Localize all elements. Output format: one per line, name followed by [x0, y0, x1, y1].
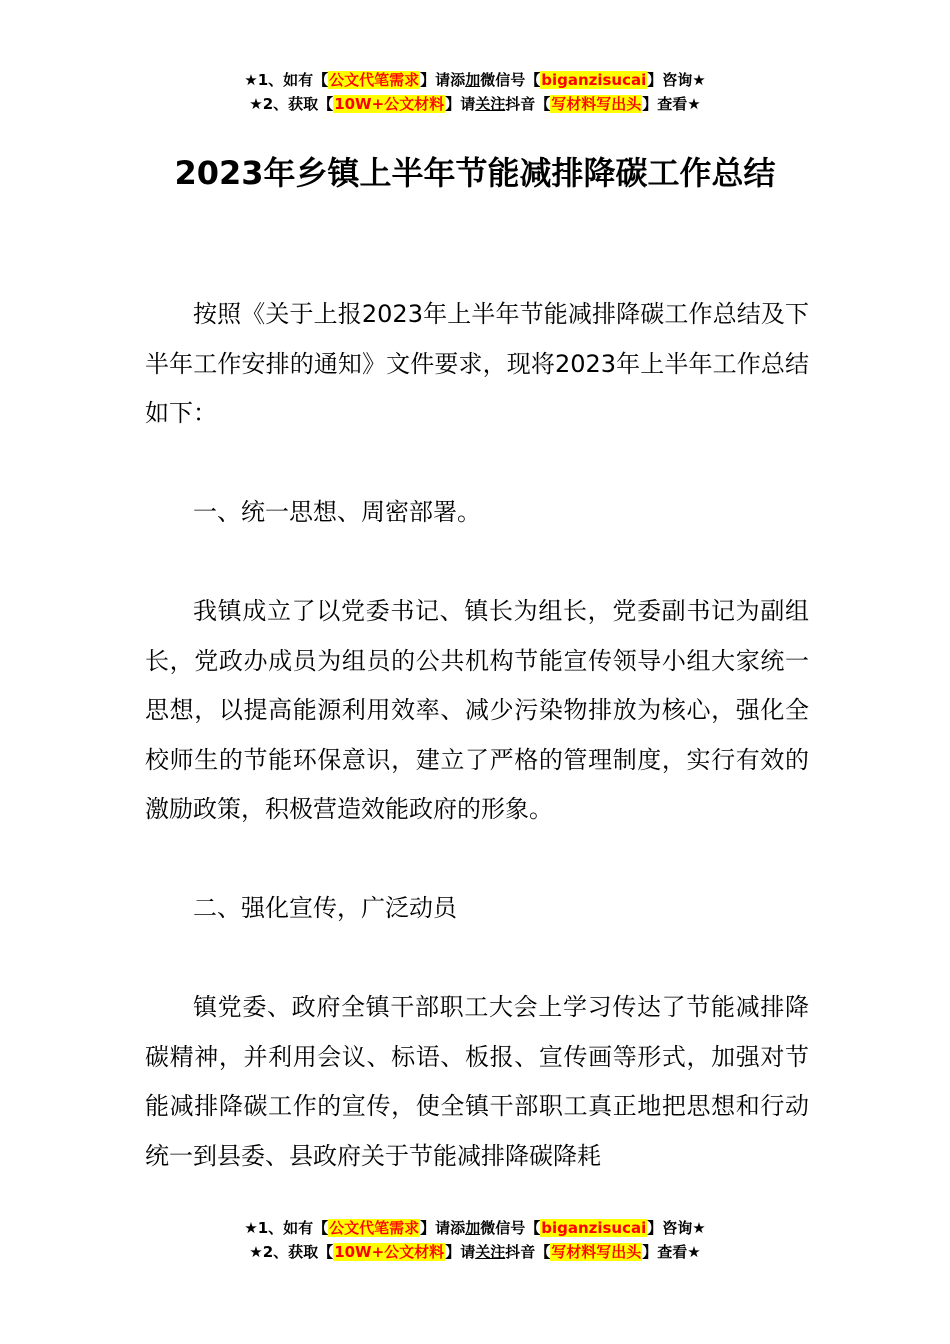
promo-text: 微信号【	[480, 71, 541, 89]
promo-emphasis: 关注	[475, 1243, 506, 1261]
body-paragraph: 我镇成立了以党委书记、镇长为组长，党委副书记为副组长，党政办成员为组员的公共机构节能宣传领导小组大家统一思想，以提高能源利用效率、减少污染物排放为核心，强化全校师生的节能环保意识，建立了严格的管理制度，实行有效的激励政策，积极营造效能政府的形象。	[145, 597, 809, 823]
document-body	[145, 290, 809, 1181]
promo-text: 】查看★	[642, 95, 701, 113]
promo-highlight: 10W+公文材料	[334, 95, 445, 113]
promo-line-2	[0, 92, 950, 116]
promo-line-1	[0, 1216, 950, 1240]
promo-line-1	[0, 68, 950, 92]
header-promo-banner	[0, 68, 950, 116]
document-title: 2023年乡镇上半年节能减排降碳工作总结	[174, 154, 776, 192]
promo-emphasis: 加	[465, 71, 481, 89]
footer-promo-banner	[0, 1216, 950, 1264]
promo-text: 】咨询★	[647, 71, 706, 89]
promo-text: ★1、如有【	[244, 1219, 329, 1237]
promo-text: 】查看★	[642, 1243, 701, 1261]
promo-text: 】请添	[420, 71, 466, 89]
promo-highlight: 公文代笔需求	[329, 1219, 420, 1237]
promo-text: 】咨询★	[647, 1219, 706, 1237]
promo-emphasis: 关注	[475, 95, 506, 113]
promo-line-2	[0, 1240, 950, 1264]
promo-text: 抖音【	[505, 1243, 551, 1261]
promo-text: 微信号【	[480, 1219, 541, 1237]
promo-text: ★2、获取【	[249, 1243, 334, 1261]
promo-highlight-wechat-id: biganzisucai	[541, 71, 647, 89]
promo-highlight: 10W+公文材料	[334, 1243, 445, 1261]
section-heading: 二、强化宣传，广泛动员	[193, 894, 457, 922]
promo-emphasis: 加	[465, 1219, 481, 1237]
section-heading: 一、统一思想、周密部署。	[193, 498, 481, 526]
promo-text: 】请	[445, 1243, 476, 1261]
promo-text: 】请	[445, 95, 476, 113]
promo-text: 抖音【	[505, 95, 551, 113]
promo-text: 】请添	[420, 1219, 466, 1237]
promo-highlight: 公文代笔需求	[329, 71, 420, 89]
promo-text: ★1、如有【	[244, 71, 329, 89]
promo-highlight-douyin-id: 写材料写出头	[551, 95, 642, 113]
body-paragraph: 按照《关于上报2023年上半年节能减排降碳工作总结及下半年工作安排的通知》文件要求，现将2023年上半年工作总结如下：	[145, 300, 809, 427]
promo-highlight-wechat-id: biganzisucai	[541, 1219, 647, 1237]
promo-highlight-douyin-id: 写材料写出头	[551, 1243, 642, 1261]
promo-text: ★2、获取【	[249, 95, 334, 113]
body-paragraph: 镇党委、政府全镇干部职工大会上学习传达了节能减排降碳精神，并利用会议、标语、板报、宣传画等形式，加强对节能减排降碳工作的宣传，使全镇干部职工真正地把思想和行动统一到县委、县政府关于节能减排降碳降耗	[145, 993, 809, 1170]
